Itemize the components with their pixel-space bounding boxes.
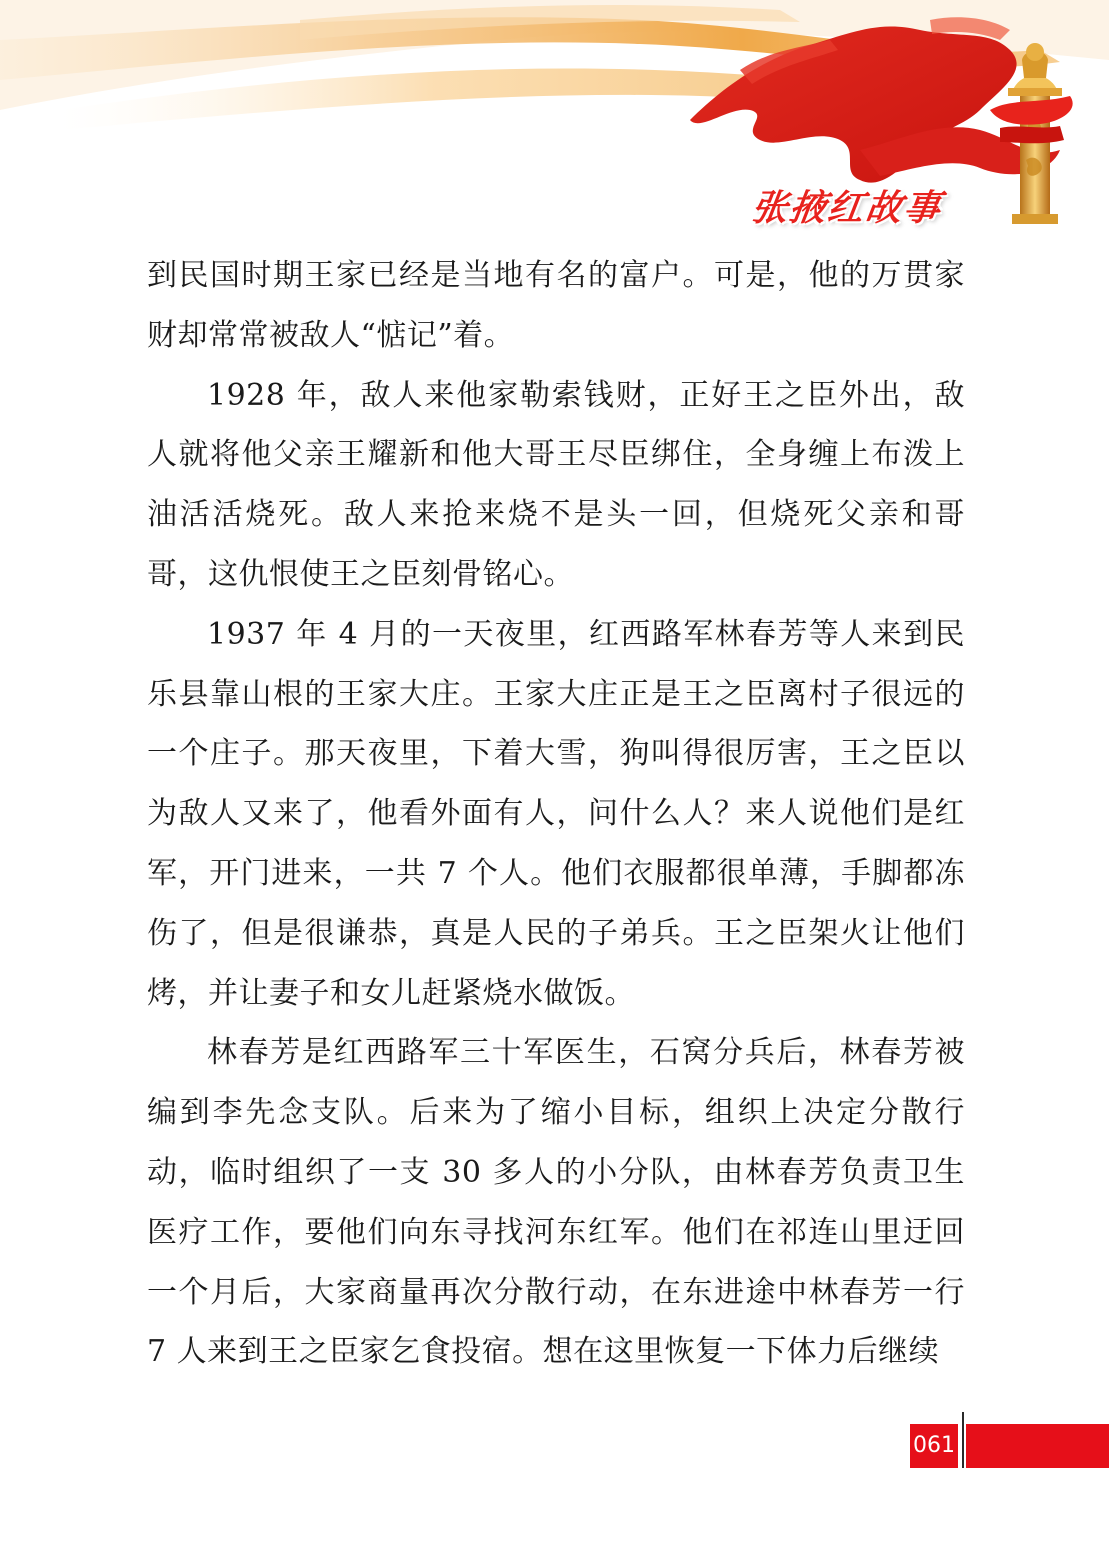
footer-bar — [966, 1424, 1109, 1468]
paragraph: 林春芳是红西路军三十军医生，石窝分兵后，林春芳被编到李先念支队。后来为了缩小目标，组织上决定分散行动，临时组织了一支 30 多人的小分队，由林春芳负责卫生医疗工作，要他们向东寻找河东红军。他们在祁连山里迂回一个月后，大家商量再次分散行动，在东进途中林春芳一行 7 人来到王之臣家乞食投宿。想在这里恢复一下体力后继续 — [147, 1035, 965, 1370]
paragraph: 1937 年 4 月的一天夜里，红西路军林春芳等人来到民乐县靠山根的王家大庄。王家大庄正是王之臣离村子很远的一个庄子。那天夜里，下着大雪，狗叫得很厉害，王之臣以为敌人又来了，他看外面有人，问什么人？来人说他们是红军，开门进来，一共 7 个人。他们衣服都很单薄，手脚都冻伤了，但是很谦恭，真是人民的子弟兵。王之臣架火让他们烤，并让妻子和女儿赶紧烧水做饭。 — [147, 616, 965, 1011]
book-title: 张掖红故事 — [748, 188, 945, 229]
paragraph: 1928 年，敌人来他家勒索钱财，正好王之臣外出，敌人就将他父亲王耀新和他大哥王尽臣绑住，全身缠上布泼上油活活烧死。敌人来抢来烧不是头一回，但烧死父亲和哥哥，这仇恨使王之臣刻骨铭心。 — [147, 377, 965, 592]
paragraph: 到民国时期王家已经是当地有名的富户。可是，他的万贯家财却常常被敌人“惦记”着。 — [147, 258, 965, 353]
page-footer — [0, 1412, 1109, 1472]
body-text — [147, 246, 965, 1382]
page-number: 061 — [910, 1424, 958, 1468]
header-banner — [0, 0, 1109, 246]
page-header — [0, 0, 1109, 246]
footer-divider — [962, 1412, 964, 1468]
